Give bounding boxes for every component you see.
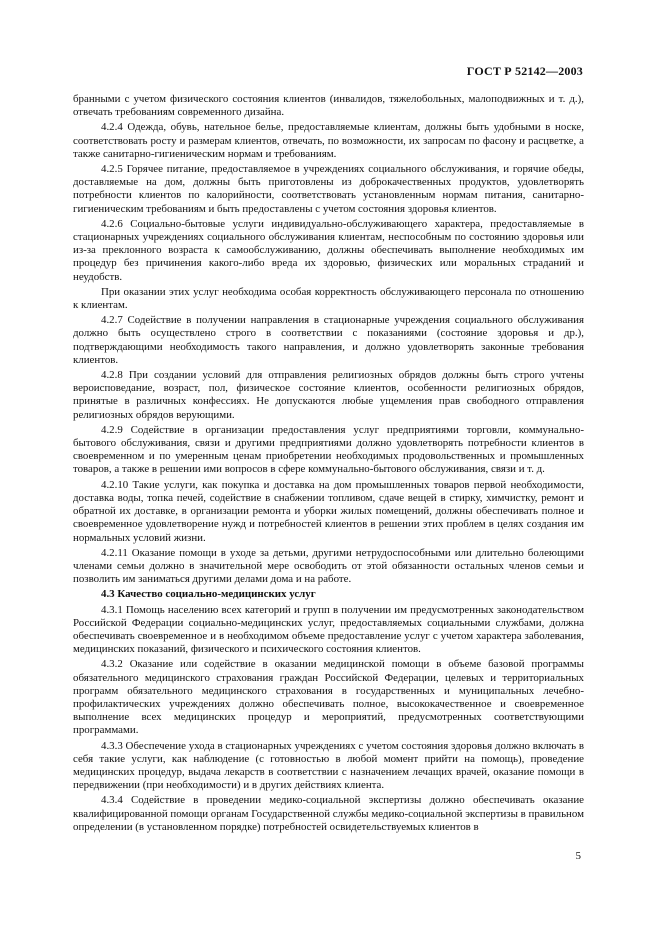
paragraph-4-2-10: 4.2.10 Такие услуги, как покупка и доставка на дом промышленных товаров первой необходимости, доставка воды, топка печей, содействие в снабжении топливом, сдаче вещей в стирку, химчистку, ремонт и обратной их доставке, в организации ремонта и уборки жилых помещений, должны обеспечивать полное и своевременное удовлетворение нужд и потребностей клиентов в решении этих проблем в целях создания им нормальных условий жизни. — [73, 478, 584, 544]
paragraph-4-2-9: 4.2.9 Содействие в организации предоставления услуг предприятиями торговли, коммунально-бытового обслуживания, связи и другими предприятиями должно удовлетворять потребности клиентов в своевременном и по умеренным ценам приобретении необходимых продовольственных и промышленных товаров, а также в решении ими вопросов в сфере коммунально-бытового обслуживания, связи и т. д. — [73, 423, 584, 476]
paragraph-4-2-11: 4.2.11 Оказание помощи в уходе за детьми, другими нетрудоспособными или длительно болеющими членами семьи должно в значительной мере освободить от этой обязанности остальных членов семьи и позволить им заниматься другими делами дома и на работе. — [73, 546, 584, 586]
paragraph-4-2-5: 4.2.5 Горячее питание, предоставляемое в учреждениях социального обслуживания, и горячие обеды, доставляемые на дом, должны быть приготовлены из доброкачественных продуктов, удовлетворять потребности клиентов по калорийности, соответствовать установленным нормам питания, санитарно-гигиеническим требованиям и быть предоставлены с учетом состояния здоровья клиентов. — [73, 163, 584, 215]
document-code-header: ГОСТ Р 52142—2003 — [466, 64, 583, 78]
paragraph-4-2-6-note: При оказании этих услуг необходима особая корректность обслуживающего персонала по отношению к клиентам. — [73, 285, 584, 312]
document-body — [73, 93, 584, 836]
page-number: 5 — [575, 850, 581, 862]
paragraph-4-2-4: 4.2.4 Одежда, обувь, нательное белье, предоставляемые клиентам, должны быть удобными в носке, соответствовать росту и размерам клиентов, отвечать, по возможности, их запросам по фасону и расцветке, а также санитарно-гигиеническим нормам и требованиям. — [73, 121, 584, 160]
paragraph-continuation: бранными с учетом физического состояния клиентов (инвалидов, тяжелобольных, малоподвижных и т. д.), отвечать требованиям современного дизайна. — [73, 93, 584, 119]
paragraph-4-2-8: 4.2.8 При создании условий для отправления религиозных обрядов должны быть строго учтены вероисповедание, возраст, пол, физическое состояние клиентов, особенности религиозных обрядов, принятые в различных конфессиях. Не допускаются любые ущемления прав свободного отправления религиозных обрядов верующими. — [73, 369, 584, 421]
paragraph-4-3-3: 4.3.3 Обеспечение ухода в стационарных учреждениях с учетом состояния здоровья должно включать в себя такие услуги, как наблюдение (с готовностью в любой момент прийти на помощь), проведение медицинских процедур, выдача лекарств в соответствии с назначением лечащих врачей, оказание помощи в передвижении (при необходимости) и в других действиях клиента. — [73, 739, 584, 792]
paragraph-4-2-6: 4.2.6 Социально-бытовые услуги индивидуально-обслуживающего характера, предоставляемые в стационарных учреждениях социального обслуживания клиентам, неспособным по состоянию здоровья или из-за преклонного возраста к самообслуживанию, должны обеспечивать выполнение необходимых им процедур без причинения какого-либо вреда их здоровью, физических или моральных страданий и неудобств. — [73, 217, 584, 283]
paragraph-4-3-2: 4.3.2 Оказание или содействие в оказании медицинской помощи в объеме базовой программы обязательного медицинского страхования граждан Российской Федерации, целевых и территориальных программ обязательного медицинского страхования в государственных и муниципальных лечебно-профилактических учреждениях должно обеспечивать полное, высококачественное и своевременное выполнение всех медицинских процедур и мероприятий, предусмотренных соответствующими программами. — [73, 658, 584, 737]
section-heading-4-3: 4.3 Качество социально-медицинских услуг — [101, 588, 316, 601]
paragraph-4-3-1: 4.3.1 Помощь населению всех категорий и групп в получении им предусмотренных законодательством Российской Федерации социально-медицинских услуг, предоставляемых социальными службами, должна обеспечивать своевременное и в необходимом объеме предоставление услуг с учетом характера заболевания, медицинских показаний, физического и психического состояния клиентов. — [73, 603, 584, 656]
paragraph-4-2-7: 4.2.7 Содействие в получении направления в стационарные учреждения социального обслуживания должно быть осуществлено строго в соответствии с показаниями (состояние здоровья и др.), подтверждающими необходимость такого направления, и должно удовлетворять законные требования клиентов. — [73, 314, 584, 366]
paragraph-4-3-4: 4.3.4 Содействие в проведении медико-социальной экспертизы должно обеспечивать оказание квалифицированной помощи органам Государственной службы медико-социальной экспертизы в правильном определении (в установленном порядке) потребностей освидетельствуемых клиентов в — [73, 794, 584, 833]
